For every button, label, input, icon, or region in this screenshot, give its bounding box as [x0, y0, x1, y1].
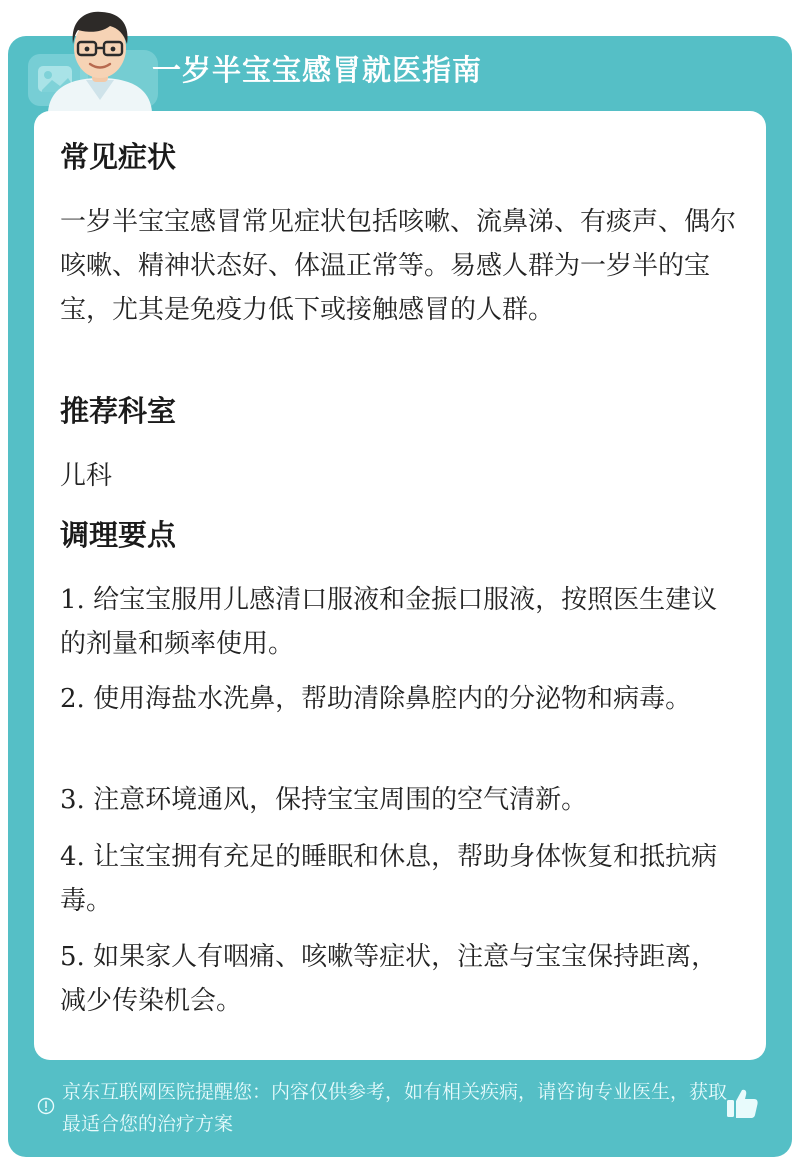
care-item-number: 1. [60, 585, 85, 615]
care-item-2 [60, 677, 740, 721]
department-text: 儿科 [60, 461, 113, 491]
care-item-number: 2. [60, 684, 85, 714]
info-icon [37, 1097, 55, 1115]
doctor-avatar-icon [40, 4, 160, 112]
care-item-text: 让宝宝拥有充足的睡眠和休息，帮助身体恢复和抵抗病毒。 [60, 842, 718, 916]
thumbs-up-icon[interactable] [724, 1085, 760, 1121]
department-heading: 推荐科室 [60, 394, 177, 428]
care-item-text: 给宝宝服用儿感清口服液和金振口服液，按照医生建议的剂量和频率使用。 [60, 585, 718, 659]
content-card [34, 111, 766, 1060]
disclaimer-text: 京东互联网医院提醒您：内容仅供参考，如有相关疾病，请咨询专业医生，获取最适合您的治疗方案 [62, 1081, 728, 1135]
care-item-text: 使用海盐水洗鼻，帮助清除鼻腔内的分泌物和病毒。 [93, 684, 692, 714]
care-item-1 [60, 578, 740, 666]
care-item-5 [60, 935, 740, 1023]
page-title: 一岁半宝宝感冒就医指南 [152, 53, 483, 87]
symptoms-heading: 常见症状 [60, 140, 177, 174]
care-item-3 [60, 778, 740, 822]
care-item-number: 4. [60, 842, 85, 872]
care-heading: 调理要点 [60, 518, 177, 552]
care-item-number: 3. [60, 785, 85, 815]
care-item-number: 5. [60, 942, 85, 972]
symptoms-text: 一岁半宝宝感冒常见症状包括咳嗽、流鼻涕、有痰声、偶尔咳嗽、精神状态好、体温正常等。易感人群为一岁半的宝宝，尤其是免疫力低下或接触感冒的人群。 [60, 207, 737, 325]
care-item-text: 注意环境通风，保持宝宝周围的空气清新。 [93, 785, 588, 815]
care-item-text: 如果家人有咽痛、咳嗽等症状，注意与宝宝保持距离，减少传染机会。 [60, 942, 718, 1016]
care-item-4 [60, 835, 740, 923]
